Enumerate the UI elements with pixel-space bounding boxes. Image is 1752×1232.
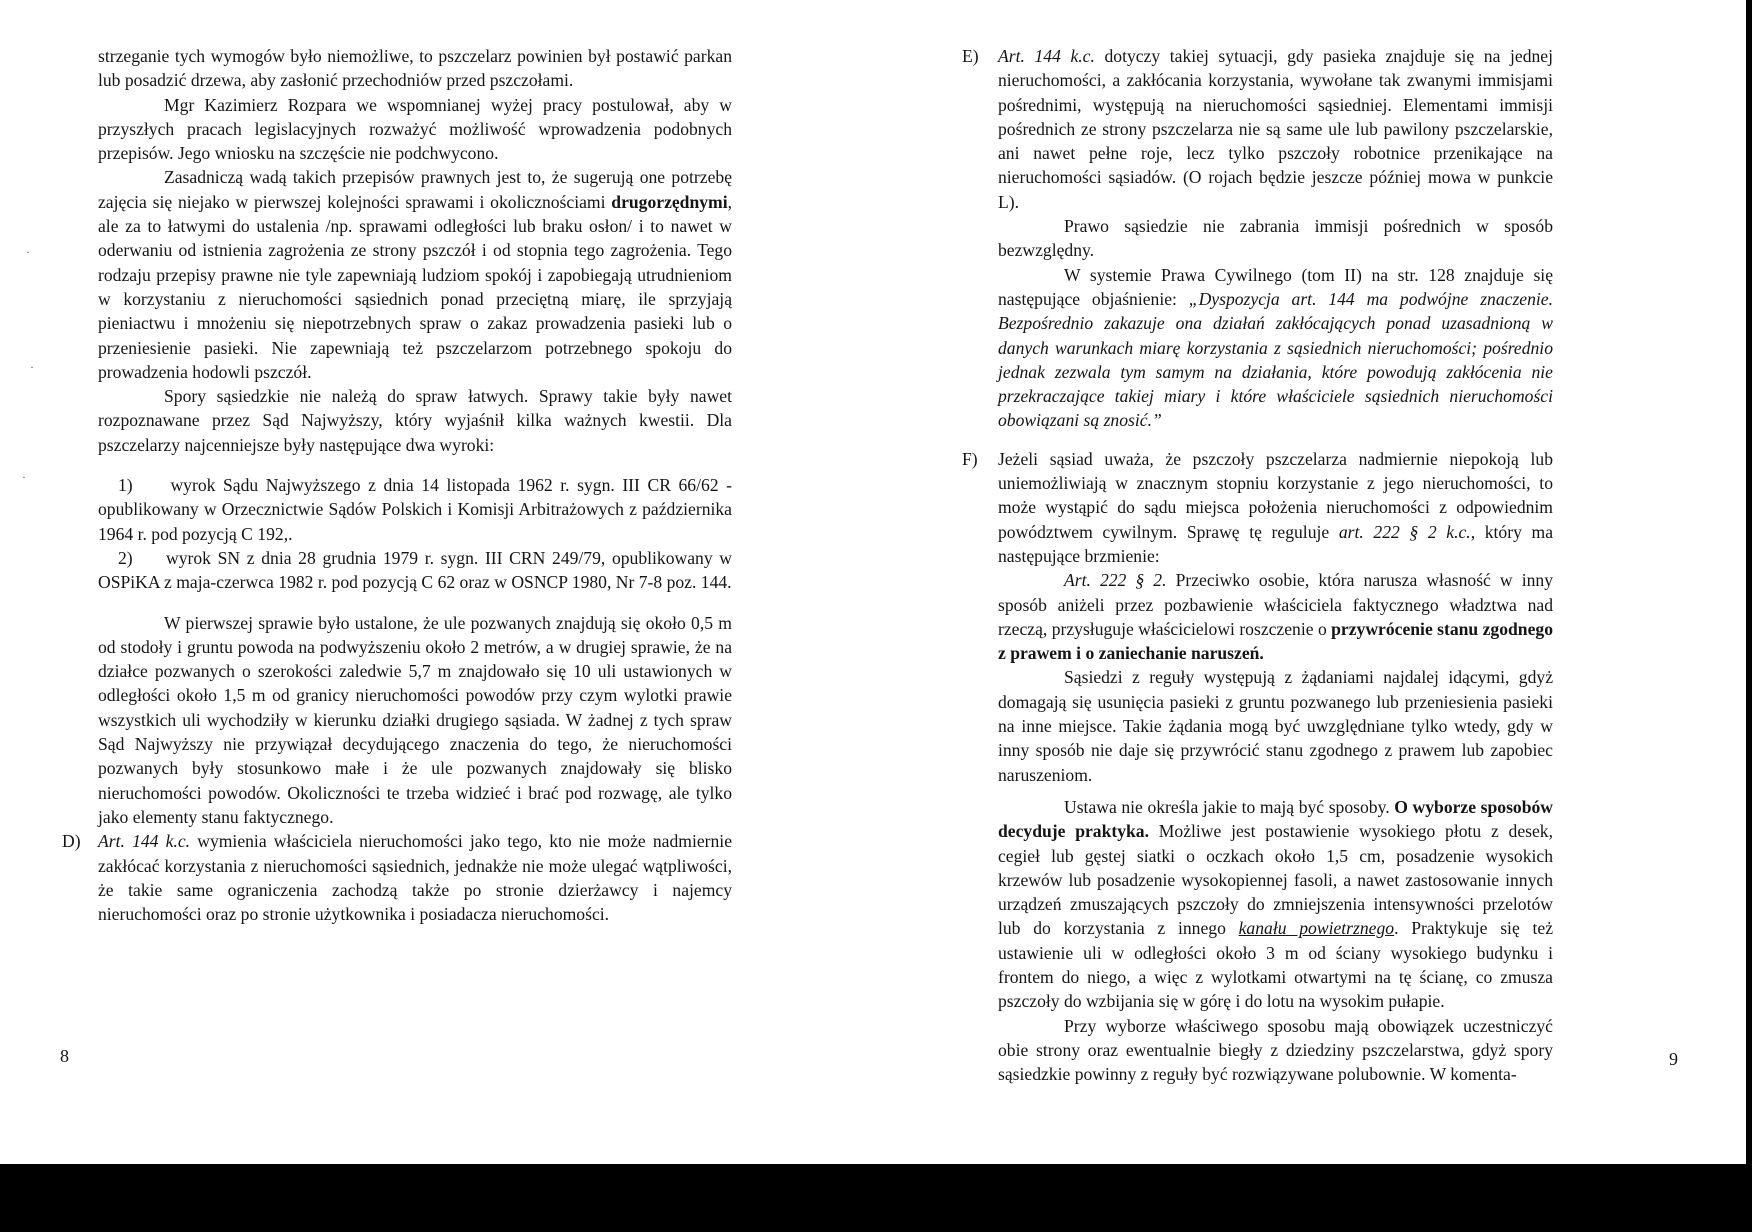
scan-bottom-border: [0, 1164, 1752, 1232]
ruling-item: 1) wyrok Sądu Najwyższego z dnia 14 listopada 1962 r. sygn. III CR 66/62 - opublikowany w Orzecznictwie Sądów Polskich i Komisji Arbitrażowych z października 1964 r. pod pozycją C 192,.: [98, 475, 732, 544]
paragraph: Prawo sąsiedzie nie zabrania immisji pośrednich w sposób bezwzględny.: [998, 216, 1553, 261]
left-text-column: [62, 44, 733, 926]
paragraph: Przy wyborze właściwego sposobu mają obowiązek uczestniczyć obie strony oraz ewentualnie biegły z dziedziny pszczelarstwa, gdyż spory sąsiedzkie powinny z reguły być rozwiązywane polubownie. W komenta-: [998, 1015, 1553, 1085]
section-d: D) Art. 144 k.c. wymienia właściciela nieruchomości jako tego, kto nie może nadmiernie zakłócać korzystania z nieruchomości sąsiednich, jednakże nie może ulegać wątpliwości, że takie same ograniczenia zachodzą także po stronie dzierżawcy i najemcy nieruchomości oraz po stronie użytkownika i posiadacza nieruchomości.: [62, 831, 733, 925]
section-e: E) Art. 144 k.c. dotyczy takiej sytuacji, gdy pasieka znajduje się na jednej nieruchomości, a zakłócania korzystania, wywołane tak zwanymi immisjami pośrednimi, występują na nieruchomości sąsiedniej. Elementami immisji pośrednich ze strony pszczelarza nie są same ule lub pawilony pszczelarskie, ani nawet pełne roje, lecz tylko pszczoły robotnice przenikające na nieruchomości sąsiadów. (O rojach będzie jeszcze później mowa w punkcie L).: [962, 46, 1553, 212]
bold-term: przywrócenie stanu zgodnego z prawem i o zaniechanie naruszeń.: [998, 618, 1553, 664]
paragraph: strzeganie tych wymogów było niemożliwe, to pszczelarz powinien był postawić parkan lub posadzić drzewa, aby zasłonić przechodniów przed pszczołami.: [98, 46, 732, 91]
section-f: F) Jeżeli sąsiad uważa, że pszczoły pszczelarza nadmiernie niepokoją lub uniemożliwiają w znacznym stopniu korzystanie z jego nieruchomości, to może wystąpić do sądu miejsca położenia nieruchomości z odpowiednim powództwem cywilnym. Sprawę tę reguluje art. 222 § 2 k.c., który ma następujące brzmienie:: [962, 448, 1553, 566]
scan-speck: ·: [30, 360, 34, 374]
bold-term: O wyborze sposobów decyduje praktyka.: [998, 796, 1553, 842]
paragraph: Zasadniczą wadą takich przepisów prawnych jest to, że sugerują one potrzebę zajęcia się niejako w pierwszej kolejności sprawami i okolicznościami drugorzędnymi, ale za to łatwymi do ustalenia /np. sprawami odległości lub braku osłon/ i to nawet w oderwaniu od istnienia zagrożenia ze strony pszczół i od stopnia tego zagrożenia. Tego rodzaju przepisy prawne nie tyle zapewniają ludziom spokój i zapobiegają utrudnieniom w korzystaniu z nieruchomości sąsiednich ponad przeciętną miarę, ile sprzyjają pieniactwu i mnożeniu się niepotrzebnych spraw o zakaz prowadzenia pasieki lub o przeniesienie pasieki. Nie zapewniają też pszczelarzom potrzebnego spokoju do prowadzenia hodowli pszczół.: [98, 167, 732, 382]
ruling-number: 1): [118, 475, 133, 496]
quotation: „Dyspozycja art. 144 ma podwójne znaczenie. Bezpośrednio zakazuje ona działań zakłócających ponad uzasadnioną w danych warunkach miarę korzystania z sąsiednich nieruchomości; pośrednio jednak zezwala tym samym na działania, które powodują zakłócenia nie przekraczające takiej miary i które właściciele sąsiednich nieruchomości obowiązani są znosić.”: [998, 288, 1554, 431]
section-label: D): [62, 831, 81, 852]
paragraph: Ustawa nie określa jakie to mają być sposoby. O wyborze sposobów decyduje praktyka. Możliwe jest postawienie wysokiego płotu z desek, cegieł lub gęstej siatki o oczkach około 1,5 cm, posadzenie wysokich krzewów lub posadzenie wysokopiennej fasoli, a nawet zastosowanie innych urządzeń zmuszających pszczoły do zmniejszenia intensywności przelotów lub do korzystania z innego kanału powietrznego. Praktykuje się też ustawienie uli w odległości około 3 m od ściany wysokiego budynku i frontem do niego, a więc z wylotkami otwartymi na tę ścianę, co zmusza pszczoły do wzbijania się w górę i do lotu na wysokim pułapie.: [998, 796, 1554, 1012]
ruling-item: 2) wyrok SN z dnia 28 grudnia 1979 r. sygn. III CRN 249/79, opublikowany w OSPiKA z maja-czerwca 1982 r. pod pozycją C 62 oraz w OSNCP 1980, Nr 7-8 poz. 144.: [98, 547, 732, 593]
paragraph: W systemie Prawa Cywilnego (tom II) na str. 128 znajduje się następujące objaśnienie: „Dyspozycja art. 144 ma podwójne znaczenie. Bezpośrednio zakazuje ona działań zakłócających ponad uzasadnioną w danych warunkach miarę korzystania z sąsiednich nieruchomości; pośrednio jednak zezwala tym samym na działania, które powodują zakłócenia nie przekraczające takiej miary i które właściciele sąsiednich nieruchomości obowiązani są znosić.”: [998, 264, 1554, 431]
scan-speck: ·: [26, 245, 30, 259]
scan-speck: ·: [22, 470, 26, 484]
paragraph: Spory sąsiedzkie nie należą do spraw łatwych. Sprawy takie były nawet rozpoznawane przez Sąd Najwyższy, który wyjaśnił kilka ważnych kwestii. Dla pszczelarzy najcenniejsze były następujące dwa wyroki:: [98, 386, 732, 455]
paragraph: Mgr Kazimierz Rozpara we wspomnianej wyżej pracy postulował, aby w przyszłych pracach legislacyjnych rozważyć możliwość wprowadzenia podobnych przepisów. Jego wniosku na szczęście nie podchwycono.: [98, 94, 732, 164]
article-ref: art. 222 § 2 k.c.: [1338, 521, 1471, 542]
section-label: F): [962, 448, 978, 469]
article-ref: Art. 222 § 2.: [1064, 570, 1167, 591]
right-page: [876, 0, 1752, 1232]
legal-quote: Art. 222 § 2. Przeciwko osobie, która narusza własność w inny sposób aniżeli przez pozbawienie właściciela faktycznego władztwa nad rzeczą, przysługuje właścicielowi roszczenie o przywrócenie stanu zgodnego z prawem i o zaniechanie naruszeń.: [998, 570, 1553, 664]
bold-term: drugorzędnymi: [611, 191, 728, 212]
right-text-column: [962, 44, 1554, 1086]
paragraph: W pierwszej sprawie było ustalone, że ule pozwanych znajdują się około 0,5 m od stodoły i gruntu powoda na podwyższeniu około 2 metrów, a w drugiej sprawie, że na działce pozwanych o szerokości zaledwie 5,7 m znajdowało się 10 uli ustawionych w odległości około 1,5 m od granicy nieruchomości powodów przy czym wylotki prawie wszystkich uli wychodziły w kierunku działki drugiego sąsiada. W żadnej z tych spraw Sąd Najwyższy nie przywiązał decydującego znaczenia do tego, że nieruchomości pozwanych były stosunkowo małe i że ule pozwanych znajdowały się blisko nieruchomości powodów. Okoliczności te trzeba widzieć i brać pod rozwagę, ale tylko jako elementy stanu faktycznego.: [98, 612, 732, 827]
page-number: 9: [1669, 1049, 1678, 1069]
page-number: 8: [60, 1046, 69, 1066]
article-ref: Art. 144 k.c.: [98, 831, 191, 852]
section-label: E): [962, 46, 979, 66]
article-ref: Art. 144 k.c.: [998, 46, 1095, 66]
ruling-number: 2): [118, 547, 133, 568]
paragraph: Sąsiedzi z reguły występują z żądaniami najdalej idącymi, gdyż domagają się usunięcia pasieki z gruntu pozwanego lub przeniesienia pasieki na inne miejsce. Takie żądania mogą być uwzględniane tylko wtedy, gdy w inny sposób nie daje się przywrócić stanu zgodnego z prawem lub zapobiec naruszeniom.: [998, 667, 1553, 785]
scan-edge: [1746, 0, 1752, 1164]
underlined-term: kanału powietrznego: [1238, 918, 1395, 939]
